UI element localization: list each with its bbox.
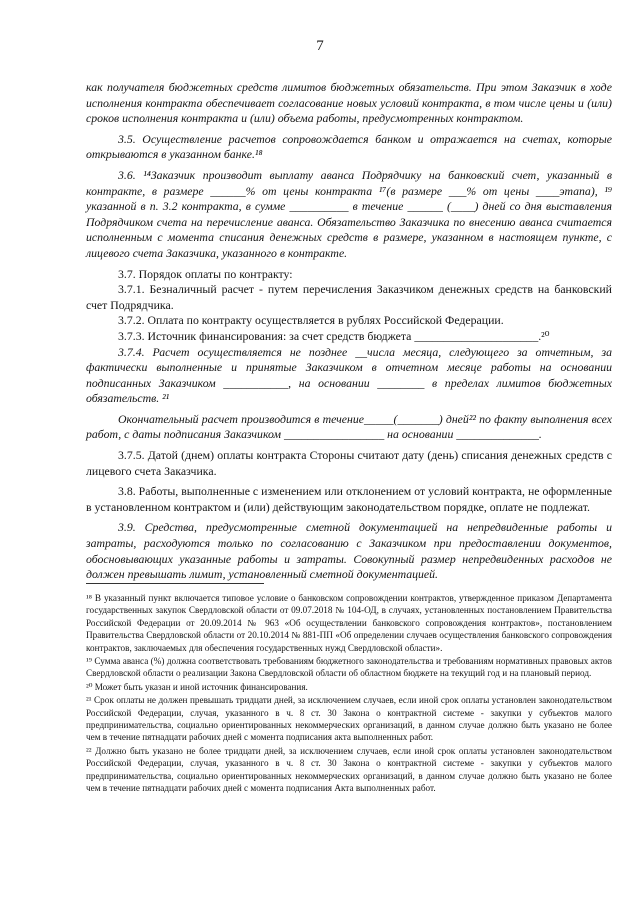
paragraph-3-5: 3.5. Осуществление расчетов сопровождается банком и отражается на счетах, которые открываются в указанном банке.¹⁸: [86, 131, 612, 162]
page-number: 7: [316, 38, 324, 54]
paragraph-3-6: 3.6. ¹⁴Заказчик производит выплату аванса Подрядчику на банковский счет, указанный в контракте, в размере ______% от цены контракта ¹⁷(в размере ___% от цены ____этапа), ¹⁹ указанной в п. 3.2 контракта, в сумме __________ в течение ______ (____) дней со дня выставления Подрядчиком счета на перечисление аванса. Обязательство Заказчика по внесению аванса считается исполненным с момента списания денежных средств в размере, указанном в настоящем пункте, с лицевого счета Заказчика, указанного в контракте.: [86, 167, 612, 260]
footnote-21: ²¹ Срок оплаты не должен превышать тридцати дней, за исключением случаев, если иной срок оплаты установлен законодательством Российской Федерации, случая, указанного в ч. 8 ст. 30 Закона о контрактной системе - закупки у субъектов малого предпринимательства, социально ориентированных некоммерческих организаций, в данном случае должно быть указано не более чем в течение пятнадцати рабочих дней с момента подписания акта выполненных работ.: [86, 695, 612, 743]
footnote-22: ²² Должно быть указано не более тридцати дней, за исключением случаев, если иной срок оплаты установлен законодательством Российской Федерации, случая, указанного в ч. 8 ст. 30 Закона о контрактной системе - закупки у субъектов малого предпринимательства, социально ориентированных некоммерческих организаций, в данном случае должно быть указано не более чем в течение пятнадцати рабочих дней с момента подписания Акта выполненных работ.: [86, 745, 612, 794]
paragraph-3-9: 3.9. Средства, предусмотренные сметной документацией на непредвиденные работы и затраты, расходуются только по согласованию с Заказчиком при предоставлении документов, обосновывающих указанные работы и затраты. Совокупный размер непредвиденных расходов не должен превышать лимит, установленный сметной документацией.: [86, 520, 612, 582]
paragraph-3-7: 3.7. Порядок оплаты по контракту:: [118, 266, 293, 281]
paragraph-budget-limits: как получателя бюджетных средств лимитов бюджетных обязательств. При этом Заказчик в ходе исполнения контракта обеспечивает согласование новых условий контракта, в том числе цены и (или) сроков исполнения контракта и (или) объема работы, предусмотренных контрактом.: [86, 80, 612, 126]
paragraph-final-payment: Окончательный расчет производится в течение_____(_______) дней²² по факту выполнения всех работ, с даты подписания Заказчиком _________________ на основании ______________.: [86, 411, 612, 442]
paragraph-3-7-2: 3.7.2. Оплата по контракту осуществляется в рублях Российской Федерации.: [118, 313, 504, 328]
footnote-separator: [86, 583, 264, 584]
footnote-19: ¹⁹ Сумма аванса (%) должна соответствовать требованиям бюджетного законодательства и требованиям нормативных правовых актов Свердловской области о реализации Закона Свердловской области об областном бюджете на текущий год и на плановый период.: [86, 656, 612, 679]
footnote-20: ²⁰ Может быть указан и иной источник финансирования.: [86, 681, 308, 692]
paragraph-3-8: 3.8. Работы, выполненные с изменением или отклонением от условий контракта, не оформленные в установленном контрактом и (или) действующим законодательством порядке, оплате не подлежат.: [86, 484, 612, 514]
paragraph-3-7-3: 3.7.3. Источник финансирования: за счет средств бюджета _____________________.²⁰: [118, 328, 550, 343]
footnote-18: ¹⁸ В указанный пункт включается типовое условие о банковском сопровождении контрактов, утвержденное приказом Департамента государственных закупок Свердловской области от 09.07.2018 № 104-ОД, в случаях, установленных постановлением Правительства Российской Федерации от 20.09.2014 № 963 «Об осуществлении банковского сопровождения контрактов», постановлением Правительства Свердловской области от 20.10.2014 № 881-ПП «Об определении случаев осуществления банковского сопровождения контрактов, заключаемых для обеспечения государственных нужд Свердловской области».: [86, 593, 612, 653]
paragraph-3-7-4: 3.7.4. Расчет осуществляется не позднее __числа месяца, следующего за отчетным, за фактически выполненные и принятые Заказчиком в отчетном месяце работы на основании подписанных Заказчиком ___________, на основании ________ в пределах лимитов бюджетных обязательств. ²¹: [86, 344, 612, 406]
paragraph-3-7-1: 3.7.1. Безналичный расчет - путем перечисления Заказчиком денежных средств на банковский счет Подрядчика.: [86, 282, 612, 312]
document-body: [86, 80, 612, 583]
footnotes: [86, 592, 612, 796]
paragraph-3-7-5: 3.7.5. Датой (днем) оплаты контракта Стороны считают дату (день) списания денежных средств с лицевого счета Заказчика.: [86, 448, 612, 478]
